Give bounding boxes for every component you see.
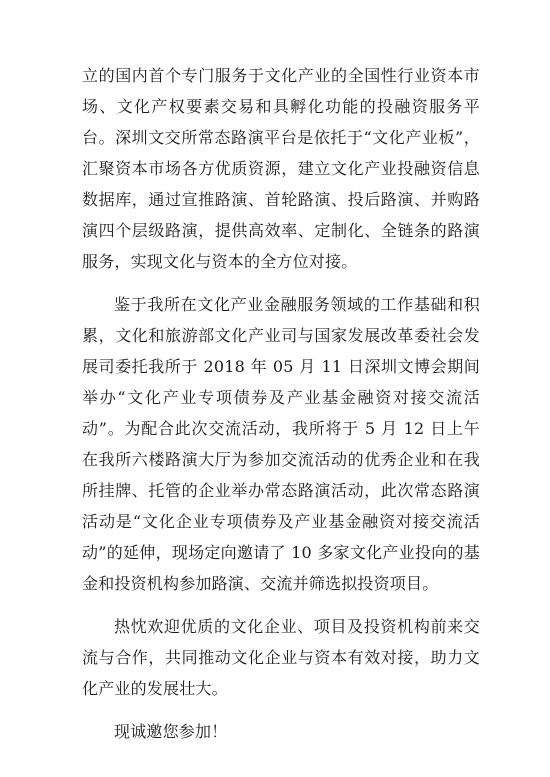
paragraph-platform-intro: 立的国内首个专门服务于文化产业的全国性行业资本市场、文化产权要素交易和具孵化功能的投融资服务平台。深圳文交所常态路演平台是依托于“文化产业板”，汇聚资本市场各方优质资源，建立文化产业投融资信息数据库，通过宣推路演、首轮路演、投后路演、并购路演四个层级路演，提供高效率、定制化、全链条的路演服务，实现文化与资本的全方位对接。 [82, 66, 480, 271]
paragraph-event-background: 鉴于我所在文化产业金融服务领域的工作基础和积累，文化和旅游部文化产业司与国家发展改革委社会发展司委托我所于 2018 年 05 月 11 日深圳文博会期间举办“文化产业专项债券及产业基金融资对接交流活动”。为配合此次交流活动，我所将于 5 月 12 日上午在我所六楼路演大厅为参加交流活动的优秀企业和在我所挂牌、托管的企业举办常态路演活动，此次常态路演活动是“文化企业专项债券及产业基金融资对接交流活动”的延伸，现场定向邀请了 10 多家文化产业投向的基金和投资机构参加路演、交流并筛选拟投资项目。 [82, 295, 480, 593]
document-body [82, 60, 480, 759]
paragraph-invitation: 现诚邀您参加！ [114, 722, 228, 741]
paragraph-welcome: 热忱欢迎优质的文化企业、项目及投资机构前来交流与合作，共同推动文化企业与资本有效对接，助力文化产业的发展壮大。 [82, 617, 480, 698]
